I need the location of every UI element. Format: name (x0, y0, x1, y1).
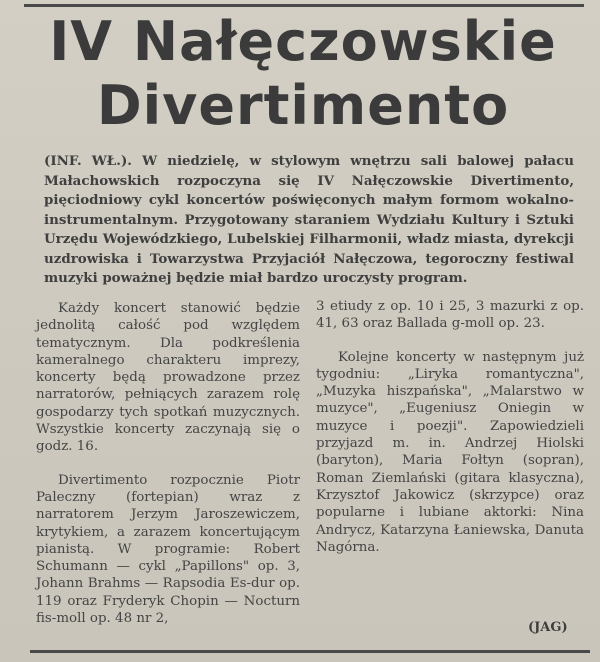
headline: IV Nałęczowskie Divertimento (49, 10, 557, 137)
body-paragraph: Każdy koncert stanowić będzie jednolitą całość pod względem tematycznym. Dla podkreślenia kameralnego charakteru imprezy, koncerty będą prowadzone przez narratorów, pełniących zarazem rolę gospodarzy tych spotkań muzycznych. Wszystkie koncerty zaczynają się o godz. 16. (36, 301, 300, 455)
bottom-rule (30, 650, 590, 653)
body-paragraph: Divertimento rozpocznie Piotr Paleczny (fortepian) wraz z narratorem Jerzym Jaroszewiczem, krytykiem, a zarazem koncertującym pianistą. W programie: Robert Schumann — cykl „Papillons" op. 3, Johann Brahms — Rapsodia Es-dur op. 119 oraz Fryderyk Chopin — Nocturn fis-moll op. 48 nr 2, (36, 472, 300, 627)
body-paragraph: Kolejne koncerty w następnym już tygodniu: „Liryka romantyczna", „Muzyka hiszpańska", „Malarstwo w muzyce", „Eugeniusz Oniegin w muzyce i poezji". Zapowiedzieli przyjazd m. in. Andrzej Hiolski (baryton), Maria Fołtyn (sopran), Roman Ziemlański (gitara klasyczna), Krzysztof Jakowicz (skrzypce) oraz popularne i lubiane aktorki: Nina Andrycz, Katarzyna Łaniewska, Danuta Nagórna. (316, 349, 584, 555)
top-rule (24, 4, 584, 7)
body-paragraph: 3 etiudy z op. 10 i 25, 3 mazurki z op. 41, 63 oraz Ballada g-moll op. 23. (316, 299, 584, 332)
left-column (36, 300, 300, 627)
lead-paragraph: (INF. WŁ.). W niedzielę, w stylowym wnętrzu sali balowej pałacu Małachowskich rozpoczyna się IV Nałęczowskie Divertimento, pięciodniowy cykl koncertów poświęconych małym formom wokalno-instrumentalnym. Przygotowany staraniem Wydziału Kultury i Sztuki Urzędu Wojewódzkiego, Lubelskiej Filharmonii, władz miasta, dyrekcji uzdrowiska i Towarzystwa Przyjaciół Nałęczowa, tegoroczny festiwal muzyki poważnej będzie miał bardzo uroczysty program. (44, 153, 574, 286)
author-signature: (JAG) (528, 620, 568, 635)
right-column (316, 298, 584, 556)
